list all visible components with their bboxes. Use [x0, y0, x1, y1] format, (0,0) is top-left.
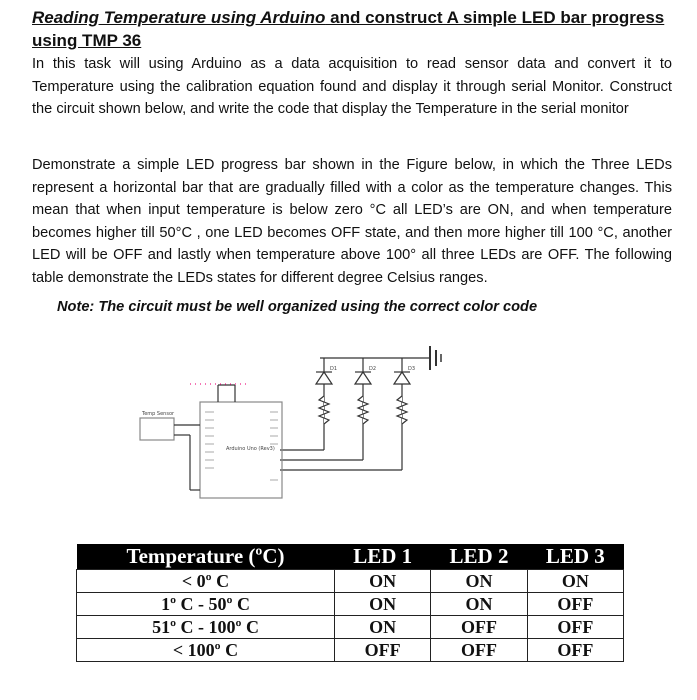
led1-diode-icon — [316, 372, 332, 384]
resistor2-icon — [358, 396, 368, 424]
table-row — [77, 639, 624, 662]
temperature-range-cell: 51º C - 100º C — [77, 616, 335, 639]
led3-label: D3 — [408, 366, 416, 372]
note-text: Note: The circuit must be well organized using the correct color code — [57, 299, 538, 315]
table-row — [77, 593, 624, 616]
header-temperature: Temperature (ºC) — [77, 544, 335, 570]
led1-state-cell: ON — [335, 616, 431, 639]
circuit-diagram — [130, 340, 480, 510]
title-part-1: Reading Temperature using Arduino — [32, 8, 326, 27]
temperature-range-cell: < 0º C — [77, 570, 335, 593]
led2-label: D2 — [369, 366, 377, 372]
document-title — [32, 6, 672, 52]
led1-state-cell: ON — [335, 570, 431, 593]
intro-paragraph: In this task will using Arduino as a data acquisition to read sensor data and convert it to Temperature using the calibration equation found and display it through serial Monitor. Construct the circuit shown below, and write the code that display the Temperature in the serial monitor — [32, 56, 672, 118]
temperature-range-cell: < 100º C — [77, 639, 335, 662]
led2-state-cell: ON — [431, 593, 527, 616]
resistor1-icon — [319, 396, 329, 424]
sensor-label: Temp Sensor — [142, 411, 175, 417]
temperature-range-cell: 1º C - 50º C — [77, 593, 335, 616]
led3-diode-icon — [394, 372, 410, 384]
table-header-row — [77, 544, 624, 570]
led-states-table — [76, 544, 624, 662]
led3-state-cell: OFF — [527, 639, 623, 662]
led2-diode-icon — [355, 372, 371, 384]
header-led3: LED 3 — [527, 544, 623, 570]
title-part-3: using TMP 36 — [32, 31, 142, 50]
table-row — [77, 616, 624, 639]
led2-state-cell: OFF — [431, 639, 527, 662]
led3-state-cell: ON — [527, 570, 623, 593]
table-row — [77, 570, 624, 593]
led1-state-cell: ON — [335, 593, 431, 616]
led1-state-cell: OFF — [335, 639, 431, 662]
header-led1: LED 1 — [335, 544, 431, 570]
temp-sensor — [140, 418, 174, 440]
title-part-2: and construct A simple LED bar progress — [325, 8, 665, 27]
led-bar-paragraph: Demonstrate a simple LED progress bar shown in the Figure below, in which the Three LEDs represent a horizontal bar that are gradually filled with a color as the temperature changes. This mean that when input temperature is below zero °C all LED’s are ON, and when temperature becomes higher till 50°C , one LED becomes OFF state, and then more higher till 100 °C, another LED will be OFF and lastly when temperature above 100° all three LEDs are OFF. The following table demonstrate the LEDs states for different degree Celsius ranges. — [32, 157, 672, 286]
board-label: Arduino Uno (Rev3) — [226, 446, 275, 452]
led3-state-cell: OFF — [527, 593, 623, 616]
resistor3-icon — [397, 396, 407, 424]
header-led2: LED 2 — [431, 544, 527, 570]
led1-label: D1 — [330, 366, 338, 372]
led2-state-cell: OFF — [431, 616, 527, 639]
led3-state-cell: OFF — [527, 616, 623, 639]
led2-state-cell: ON — [431, 570, 527, 593]
